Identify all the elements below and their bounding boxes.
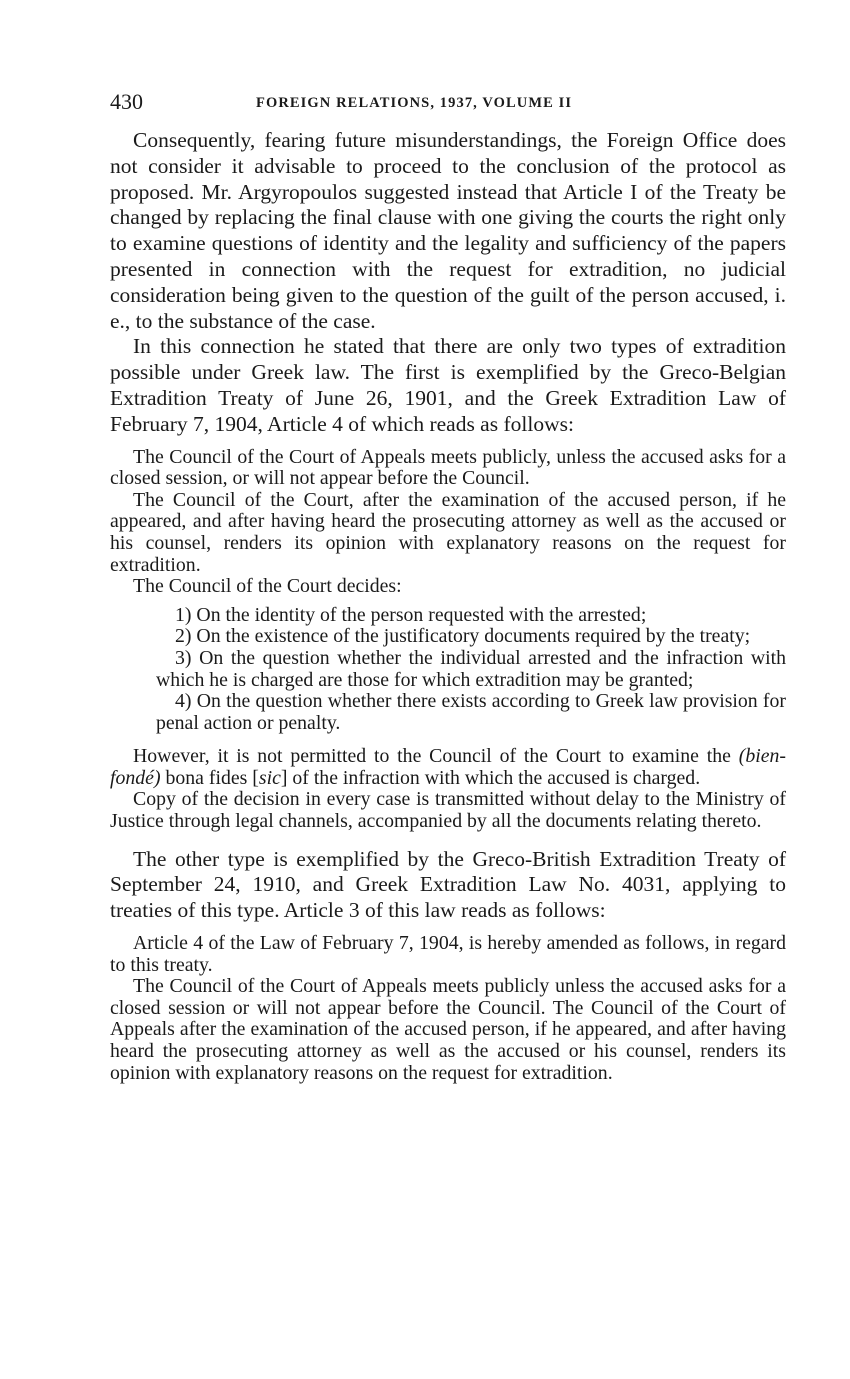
quote-2-paragraph-1: Article 4 of the Law of February 7, 1904, is hereby amended as follows, in regard to this treaty. (110, 932, 786, 976)
quote-1-paragraph-4 (110, 746, 786, 789)
document-page (110, 88, 786, 1084)
quote-2-paragraph-2: The Council of the Court of Appeals meets publicly unless the accused asks for a closed session or will not appear before the Council. The Council of the Court of Appeals after the examination of the accused person, if he appeared, and after having heard the prosecuting attorney as well as the accused or his counsel, renders its opinion with explanatory reasons on the request for extradition. (110, 975, 786, 1084)
quote-1-p4-start: However, it is not permitted to the Council of the Court to examine the (133, 745, 739, 768)
quote-1-list-item-3: 3) On the question whether the individual arrested and the infraction with which he is charged are those for which extradition may be granted; (156, 646, 786, 691)
page-header (110, 88, 786, 118)
quote-1-list-item-1: 1) On the identity of the person requested with the arrested; (175, 603, 647, 626)
quote-1-list-item-2: 2) On the existence of the justificatory documents required by the treaty; (175, 625, 751, 648)
quote-1-paragraph-3: The Council of the Court decides: (133, 575, 402, 598)
page-number: 430 (110, 89, 143, 114)
body-paragraph-1: Consequently, fearing future misunderstandings, the Foreign Office does not consider it advisable to proceed to the conclusion of the protocol as proposed. Mr. Argyropoulos suggested instead that Article I of the Treaty be changed by replacing the final clause with one giving the courts the right only to examine questions of identity and the legality and sufficiency of the papers presented in connection with the request for extradition, no judicial consideration being given to the question of the guilt of the person accused, i. e., to the substance of the case. (110, 128, 786, 333)
block-quote-1 (110, 447, 786, 833)
quote-1-p4-mid: bona fides [ (160, 766, 259, 789)
quote-1-p4-end: ] of the infraction with which the accused is charged. (280, 766, 701, 789)
quote-1-paragraph-1: The Council of the Court of Appeals meets publicly, unless the accused asks for a closed session, or will not appear before the Council. (110, 445, 786, 490)
block-quote-2 (110, 933, 786, 1084)
quote-1-list-item-4: 4) On the question whether there exists according to Greek law provision for penal action or penalty. (156, 690, 786, 734)
running-head: FOREIGN RELATIONS, 1937, VOLUME II (256, 95, 573, 111)
quote-1-paragraph-2: The Council of the Court, after the examination of the accused person, if he appeared, and after having heard the prosecuting attorney as well as the accused or his counsel, renders its opinion with explanatory reasons on the request for extradition. (110, 488, 786, 576)
body-paragraph-2: In this connection he stated that there are only two types of extradition possible under Greek law. The first is exemplified by the Greco-Belgian Extradition Treaty of June 26, 1901, and the Greek Extradition Law of February 7, 1904, Article 4 of which reads as follows: (110, 334, 786, 436)
quote-1-p4-italic-term: (bien-fondé) (110, 745, 786, 789)
body-paragraph-3: The other type is exemplified by the Greco-British Extradition Treaty of September 24, 1910, and Greek Extradition Law No. 4031, applying to treaties of this type. Article 3 of this law reads as follows: (110, 846, 786, 923)
quote-1-p4-sic: sic (258, 766, 281, 789)
quote-1-paragraph-5: Copy of the decision in every case is transmitted without delay to the Ministry of Justice through legal channels, accompanied by all the documents relating thereto. (110, 788, 786, 833)
